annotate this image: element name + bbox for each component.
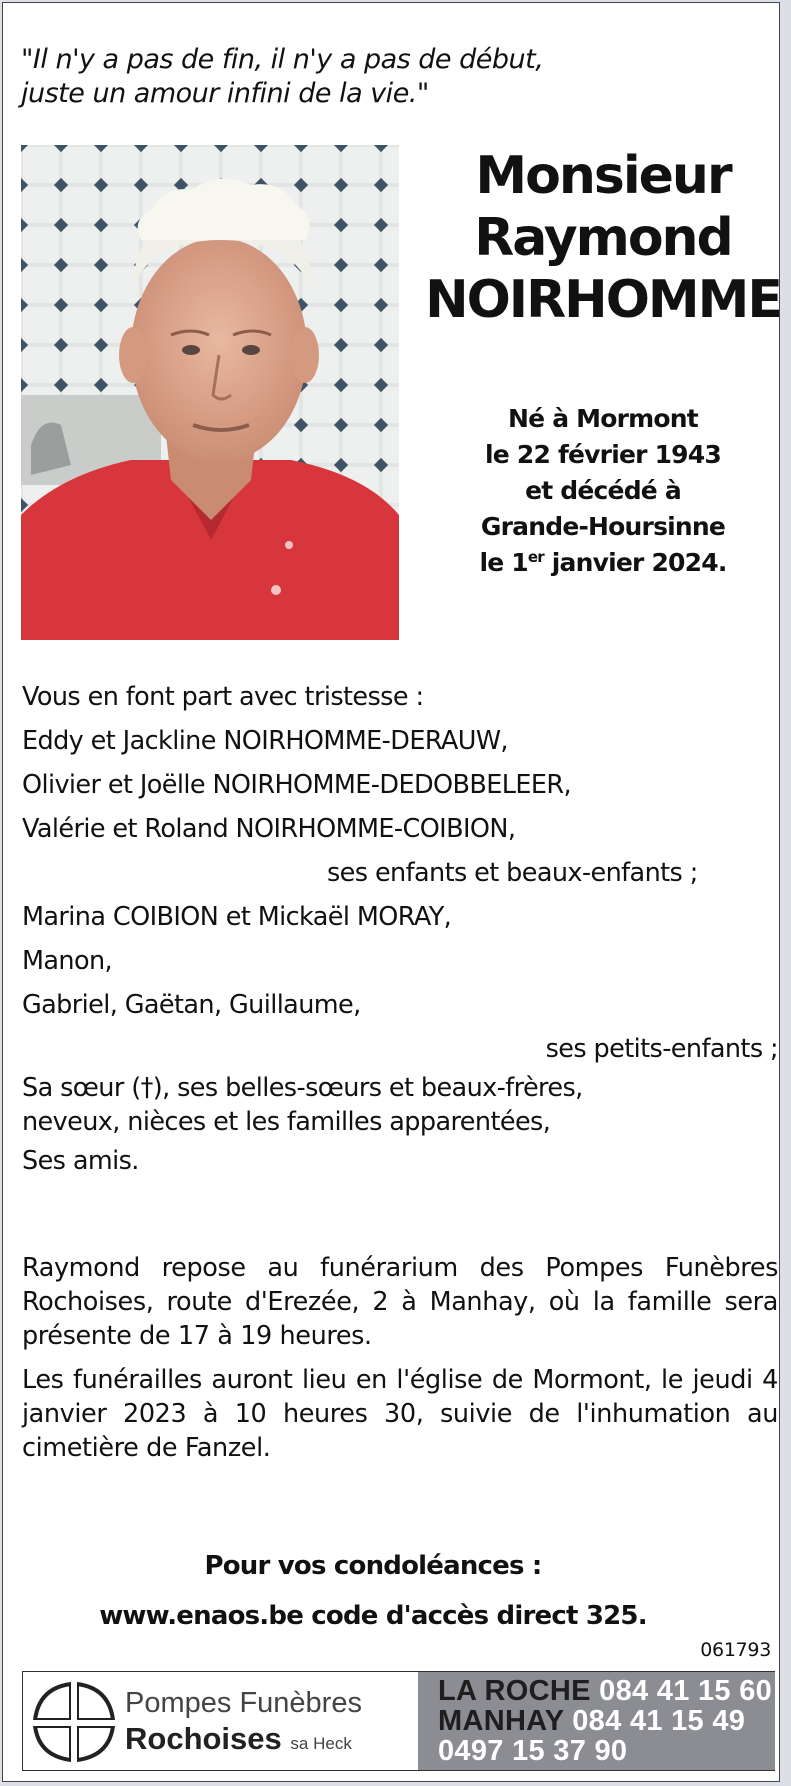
- condolences-line-1: Pour vos condoléances :: [204, 1551, 542, 1581]
- cross-logo-icon: [31, 1680, 117, 1764]
- death-line-1: et décédé à: [525, 476, 681, 505]
- funeral-home-name-main: Rochoises: [125, 1721, 282, 1756]
- opening-quote: [21, 43, 721, 111]
- contact-line: [438, 1736, 775, 1766]
- funeral-paragraph: Les funérailles auront lieu en l'église de Mormont, le jeudi 4 janvier 2023 à 10 heures 30, suivie de l'inhumation au cimetière de Fanzel.: [22, 1365, 778, 1463]
- grandchild-line: Marina COIBION et Mickaël MORAY,: [22, 902, 452, 932]
- quote-line-1: "Il n'y a pas de fin, il n'y a pas de début,: [21, 44, 544, 75]
- child-line: Olivier et Joëlle NOIRHOMME-DEDOBBELEER,: [22, 770, 572, 800]
- reference-number: 061793: [700, 1639, 771, 1661]
- condolences: [3, 1541, 743, 1641]
- funeral-home-suffix: sa Heck: [290, 1734, 352, 1753]
- children-role: ses enfants et beaux-enfants ;: [327, 858, 698, 888]
- contact-location: LA ROCHE: [438, 1675, 591, 1707]
- grandchildren-role: ses petits-enfants ;: [545, 1034, 778, 1064]
- grandchild-line: Manon,: [22, 946, 113, 976]
- child-line: Valérie et Roland NOIRHOMME-COIBION,: [22, 814, 516, 844]
- death-line-2: Grande-Hoursinne: [480, 512, 726, 541]
- birth-line-2: le 22 février 1943: [485, 440, 721, 469]
- funeral-home-name-line-2: [125, 1720, 425, 1763]
- sister-line-2: neveux, nièces et les familles apparentées,: [22, 1107, 551, 1137]
- death-date-post: janvier 2024.: [543, 548, 727, 577]
- sister-line-1: Sa sœur (†), ses belles-sœurs et beaux-frères,: [22, 1073, 583, 1103]
- last-name: NOIRHOMME: [425, 270, 781, 330]
- funeral-home-name-line-1: Pompes Funèbres: [125, 1687, 362, 1719]
- contact-phone[interactable]: 084 41 15 60: [599, 1675, 773, 1707]
- quote-line-2: juste un amour infini de la vie.": [21, 78, 429, 109]
- repose-paragraph: Raymond repose au funérarium des Pompes Funèbres Rochoises, route d'Erezée, 2 à Manhay, où la famille sera présente de 17 à 19 heures.: [22, 1253, 778, 1351]
- contact-phone[interactable]: 084 41 15 49: [572, 1705, 746, 1737]
- grandchild-line: Gabriel, Gaëtan, Guillaume,: [22, 990, 361, 1020]
- funeral-home-name: [125, 1686, 425, 1763]
- portrait-image: [21, 145, 399, 640]
- contact-line: [438, 1676, 775, 1706]
- mourners-intro: Vous en font part avec tristesse :: [22, 682, 424, 712]
- contact-line: [438, 1706, 775, 1736]
- death-date-sup: er: [527, 548, 544, 566]
- contact-panel: [418, 1672, 775, 1770]
- condolences-link[interactable]: www.enaos.be code d'accès direct 325.: [99, 1601, 647, 1631]
- death-date-pre: le 1: [479, 548, 528, 577]
- contact-location: MANHAY: [438, 1705, 564, 1737]
- obituary-card: [2, 2, 780, 1782]
- title: Monsieur: [475, 146, 731, 206]
- first-name: Raymond: [474, 208, 732, 268]
- funeral-home-banner: [22, 1671, 775, 1771]
- contact-phone[interactable]: 0497 15 37 90: [438, 1735, 628, 1767]
- death-date: [433, 545, 773, 581]
- mourners-list: [22, 675, 778, 1183]
- birth-death-info: [433, 401, 773, 581]
- birth-line-1: Né à Mormont: [508, 404, 698, 433]
- deceased-photo: [21, 145, 399, 640]
- friends-line: Ses amis.: [22, 1146, 139, 1176]
- child-line: Eddy et Jackline NOIRHOMME-DERAUW,: [22, 726, 508, 756]
- deceased-name: [423, 145, 783, 331]
